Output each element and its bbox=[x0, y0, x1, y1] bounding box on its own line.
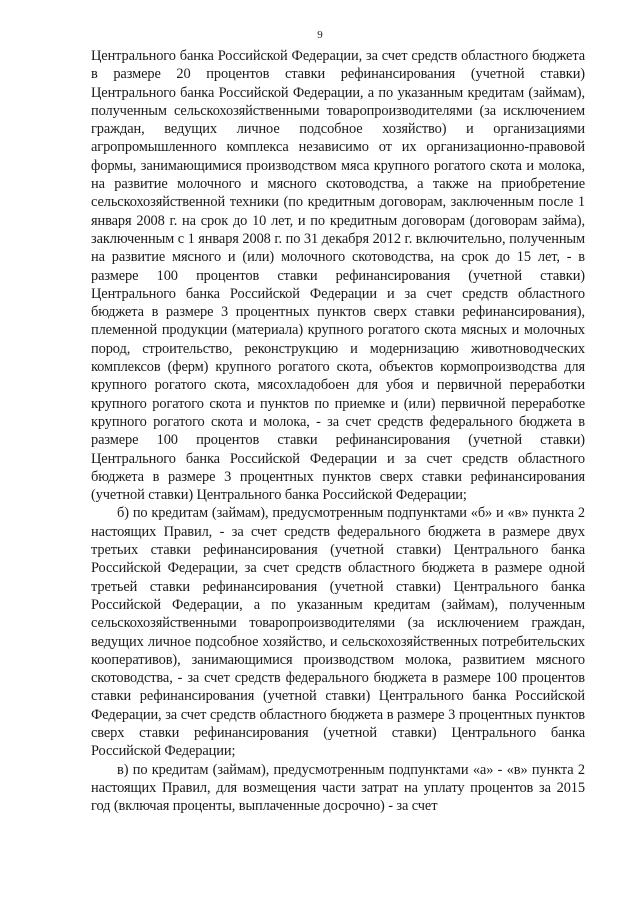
document-body bbox=[91, 47, 585, 815]
paragraph-b: б) по кредитам (займам), предусмотренным подпунктами «б» и «в» пункта 2 настоящих Правил, - за счет средств федерального бюджета в размере двух третьих ставки рефинансирования (учетной ставки) Центрального банка Российской Федерации, за счет средств областного бюджета в размере одной третьей ставки рефинансирования (учетной ставки) Центрального банка Российской Федерации, а по указанным кредитам (займам), полученным сельскохозяйственными товаропроизводителями (за исключением граждан, ведущих личное подсобное хозяйство, и сельскохозяйственных потребительских кооперативов), занимающимися производством молока, развитием мясного скотоводства, - за счет средств федерального бюджета в размере 100 процентов ставки рефинансирования (учетной ставки) Центрального банка Российской Федерации, за счет средств областного бюджета в размере 3 процентных пунктов сверх ставки рефинансирования (учетной ставки) Центрального банка Российской Федерации; bbox=[91, 505, 585, 760]
page-number: 9 bbox=[317, 29, 323, 41]
paragraph-v: в) по кредитам (займам), предусмотренным подпунктами «а» - «в» пункта 2 настоящих Правил, для возмещения части затрат на уплату процентов за 2015 год (включая проценты, выплаченные досрочно) - за счет bbox=[91, 761, 585, 815]
paragraph-continuation: Центрального банка Российской Федерации, за счет средств областного бюджета в размере 20 процентов ставки рефинансирования (учетной ставки) Центрального банка Российской Федерации, а по указанным кредитам (займам), полученным сельскохозяйственными товаропроизводителями (за исключением граждан, ведущих личное подсобное хозяйство) и организациями агропромышленного комплекса независимо от их организационно-правовой формы, занимающимися производством мяса крупного рогатого скота и молока, на развитие молочного и мясного скотоводства, а также на приобретение сельскохозяйственной техники (по кредитным договорам, заключенным после 1 января 2008 г. на срок до 10 лет, и по кредитным договорам (договорам займа), заключенным с 1 января 2008 г. по 31 декабря 2012 г. включительно, полученным на развитие мясного и (или) молочного скотоводства, на срок до 15 лет, - в размере 100 процентов ставки рефинансирования (учетной ставки) Центрального банка Российской Федерации и за счет средств областного бюджета в размере 3 процентных пунктов сверх ставки рефинансирования), племенной продукции (материала) крупного рогатого скота мясных и молочных пород, строительство, реконструкцию и модернизацию животноводческих комплексов (ферм) крупного рогатого скота, объектов кормопроизводства для крупного рогатого скота, мясохладобоен для убоя и первичной переработки крупного рогатого скота и пунктов по приемке и (или) первичной переработке крупного рогатого скота и молока, - за счет средств федерального бюджета в размере 100 процентов ставки рефинансирования (учетной ставки) Центрального банка Российской Федерации и за счет средств областного бюджета в размере 3 процентных пунктов сверх ставки рефинансирования (учетной ставки) Центрального банка Российской Федерации; bbox=[91, 48, 585, 504]
